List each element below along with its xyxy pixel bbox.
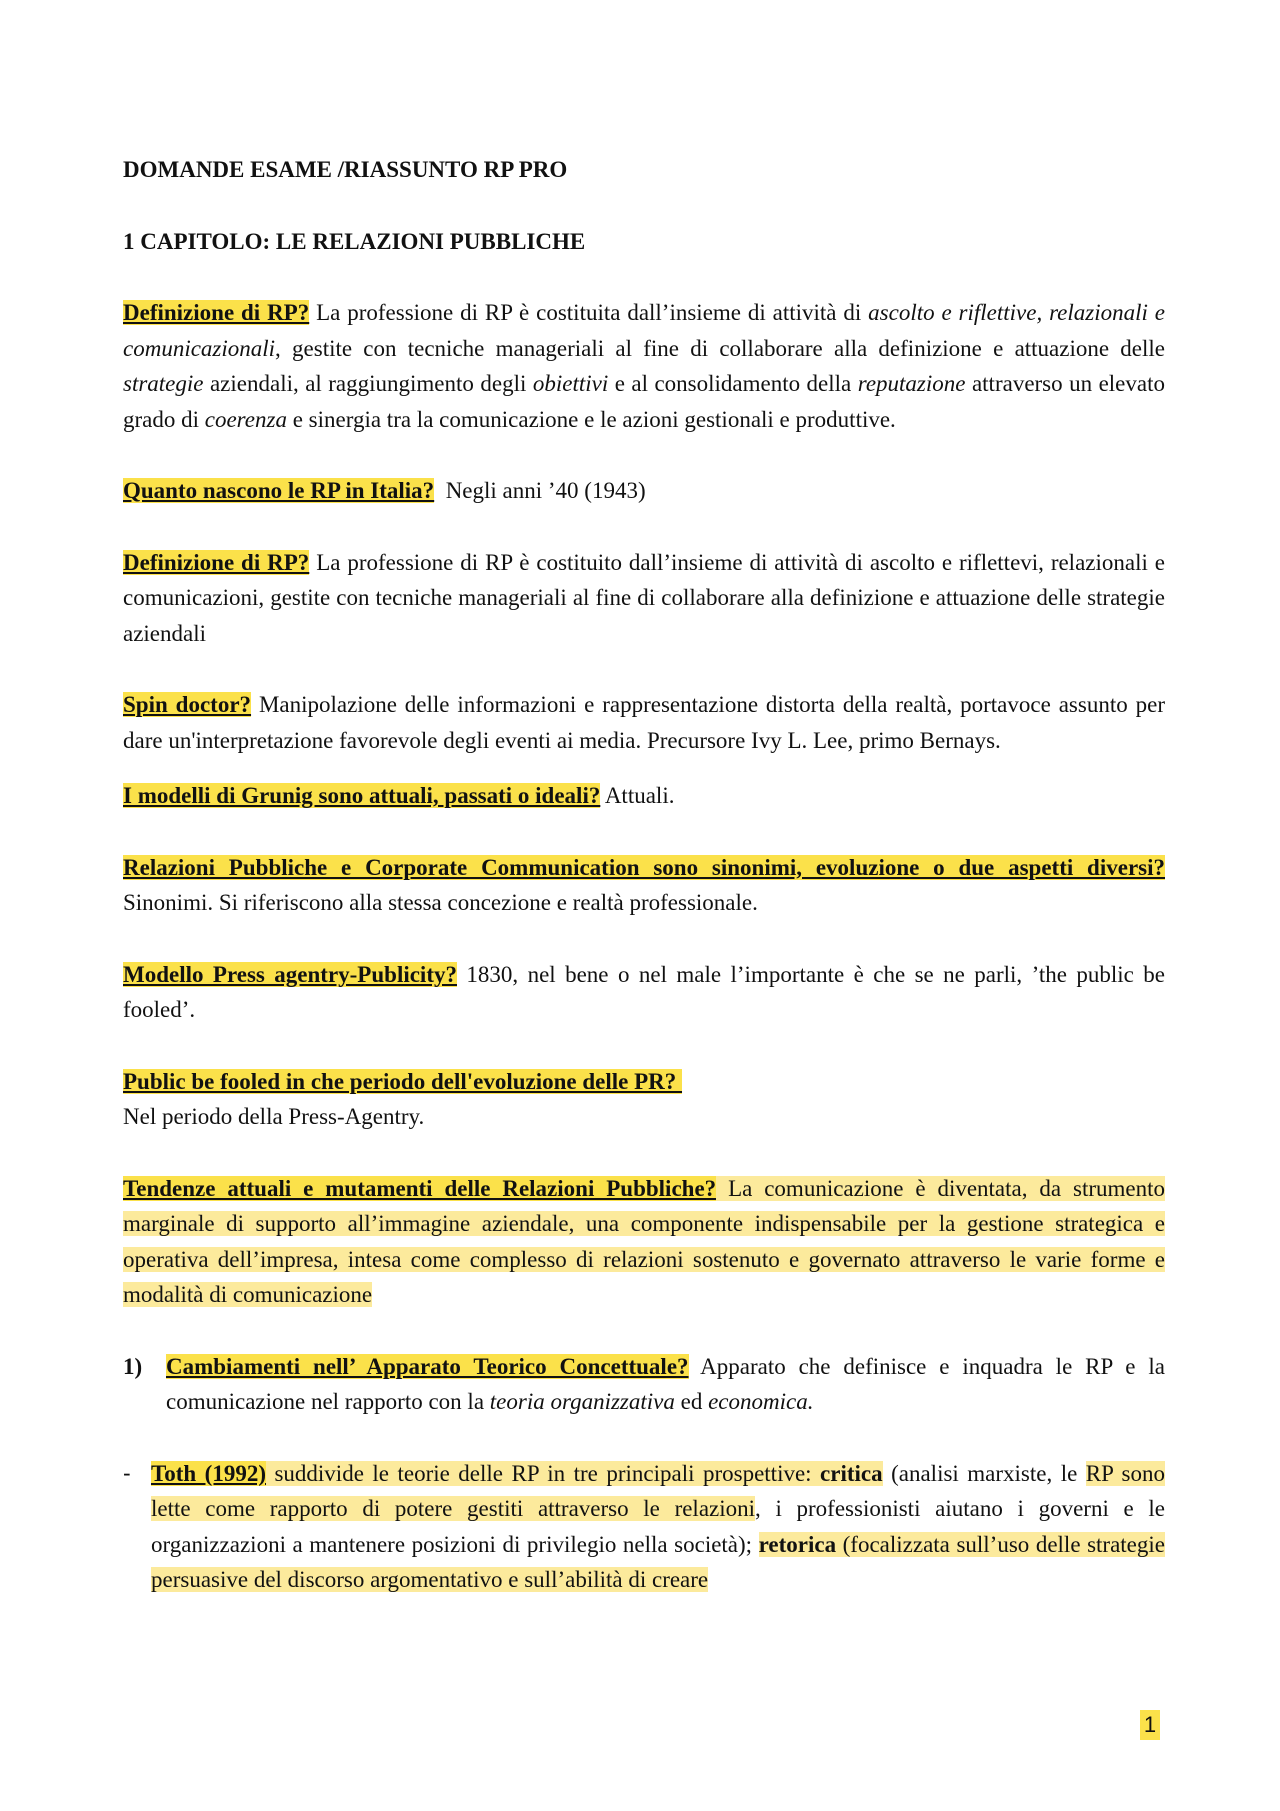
list-item-1: 1) Cambiamenti nell’ Apparato Teorico Concettuale? Apparato che definisce e inquadra le RP e la comunicazione nel rapporto con la teoria organizzativa ed economica. [123,1349,1165,1420]
qa-definizione-rp-2 [123,545,1165,652]
answer: La comunicazione è diventata, da strumento marginale di supporto all’immagine aziendale, una componente indispensabile per la gestione strategica e operativa dell’impresa, intesa come complesso di relazioni sostenuto e governato attraverso le varie forme e modalità di comunicazione [123,1175,1165,1307]
qa-public-be-fooled [123,1064,1165,1135]
question: Quanto nascono le RP in Italia? [123,478,435,503]
qa-press-agentry [123,957,1165,1028]
chapter-heading: 1 CAPITOLO: LE RELAZIONI PUBBLICHE [123,228,586,254]
document-title: DOMANDE ESAME /RIASSUNTO RP PRO [123,157,568,182]
answer: 1830, nel bene o nel male l’importante è che se ne parli, ’the public be fooled’. [123,961,1165,1022]
toth-reference: Toth (1992) [151,1460,266,1486]
question: Cambiamenti nell’ Apparato Teorico Concettuale? [166,1353,689,1379]
qa-tendenze-attuali [123,1171,1165,1313]
question: Public be fooled in che periodo dell'evoluzione delle PR? [123,1068,683,1094]
question: Definizione di RP? [123,549,310,575]
list-number: 1) [123,1353,143,1379]
answer: La professione di RP è costituito dall’insieme di attività di ascolto e riflettevi, relazionali e comunicazioni, gestite con tecniche manageriali al fine di collaborare alla definizione e attuazione delle strategie aziendali [123,549,1165,646]
question: Relazioni Pubbliche e Corporate Communication sono sinonimi, evoluzione o due aspetti diversi? [123,854,1165,880]
answer: Attuali. [600,783,675,808]
qa-spin-doctor [123,687,1165,758]
question: I modelli di Grunig sono attuali, passati o ideali? [123,783,601,808]
qa-modelli-grunig [123,778,1165,814]
answer: Manipolazione delle informazioni e rappresentazione distorta della realtà, portavoce assunto per dare un'interpretazione favorevole degli eventi ai media. Precursore Ivy L. Lee, primo Bernays. [123,692,1165,753]
question: Definizione di RP? [123,300,310,325]
bullet-item-toth: - Toth (1992) suddivide le teorie delle RP in tre principali prospettive: critica (analisi marxiste, le RP sono lette come rapporto di potere gestiti attraverso le relazioni, i professionisti aiutano i governi e le organizzazioni a mantenere posizioni di privilegio nella società); retorica (focalizzata sull’uso delle strategie persuasive del discorso argomentativo e sull’abilità di creare [123,1456,1165,1598]
answer: Sinonimi. Si riferiscono alla stessa concezione e realtà professionale. [123,890,758,915]
question: Modello Press agentry-Publicity? [123,961,457,987]
dash-bullet: - [123,1459,131,1486]
page-number: 1 [1140,1710,1160,1740]
question: Tendenze attuali e mutamenti delle Relazioni Pubbliche? [123,1175,717,1201]
qa-definizione-rp-1: Definizione di RP? La professione di RP è costituita dall’insieme di attività di ascolto e riflettive, relazionali e comunicazionali, gestite con tecniche manageriali al fine di collaborare alla definizione e attuazione delle strategie aziendali, al raggiungimento degli obiettivi e al consolidamento della reputazione attraverso un elevato grado di coerenza e sinergia tra la comunicazione e le azioni gestionali e produttive. [123,300,1165,432]
qa-nascita-rp-italia [123,473,1165,509]
answer: Negli anni ’40 (1943) [434,478,646,503]
document-body [123,152,1165,1598]
qa-rp-corporate-communication [123,850,1165,921]
question: Spin doctor? [123,692,252,717]
answer: Nel periodo della Press-Agentry. [123,1104,425,1129]
